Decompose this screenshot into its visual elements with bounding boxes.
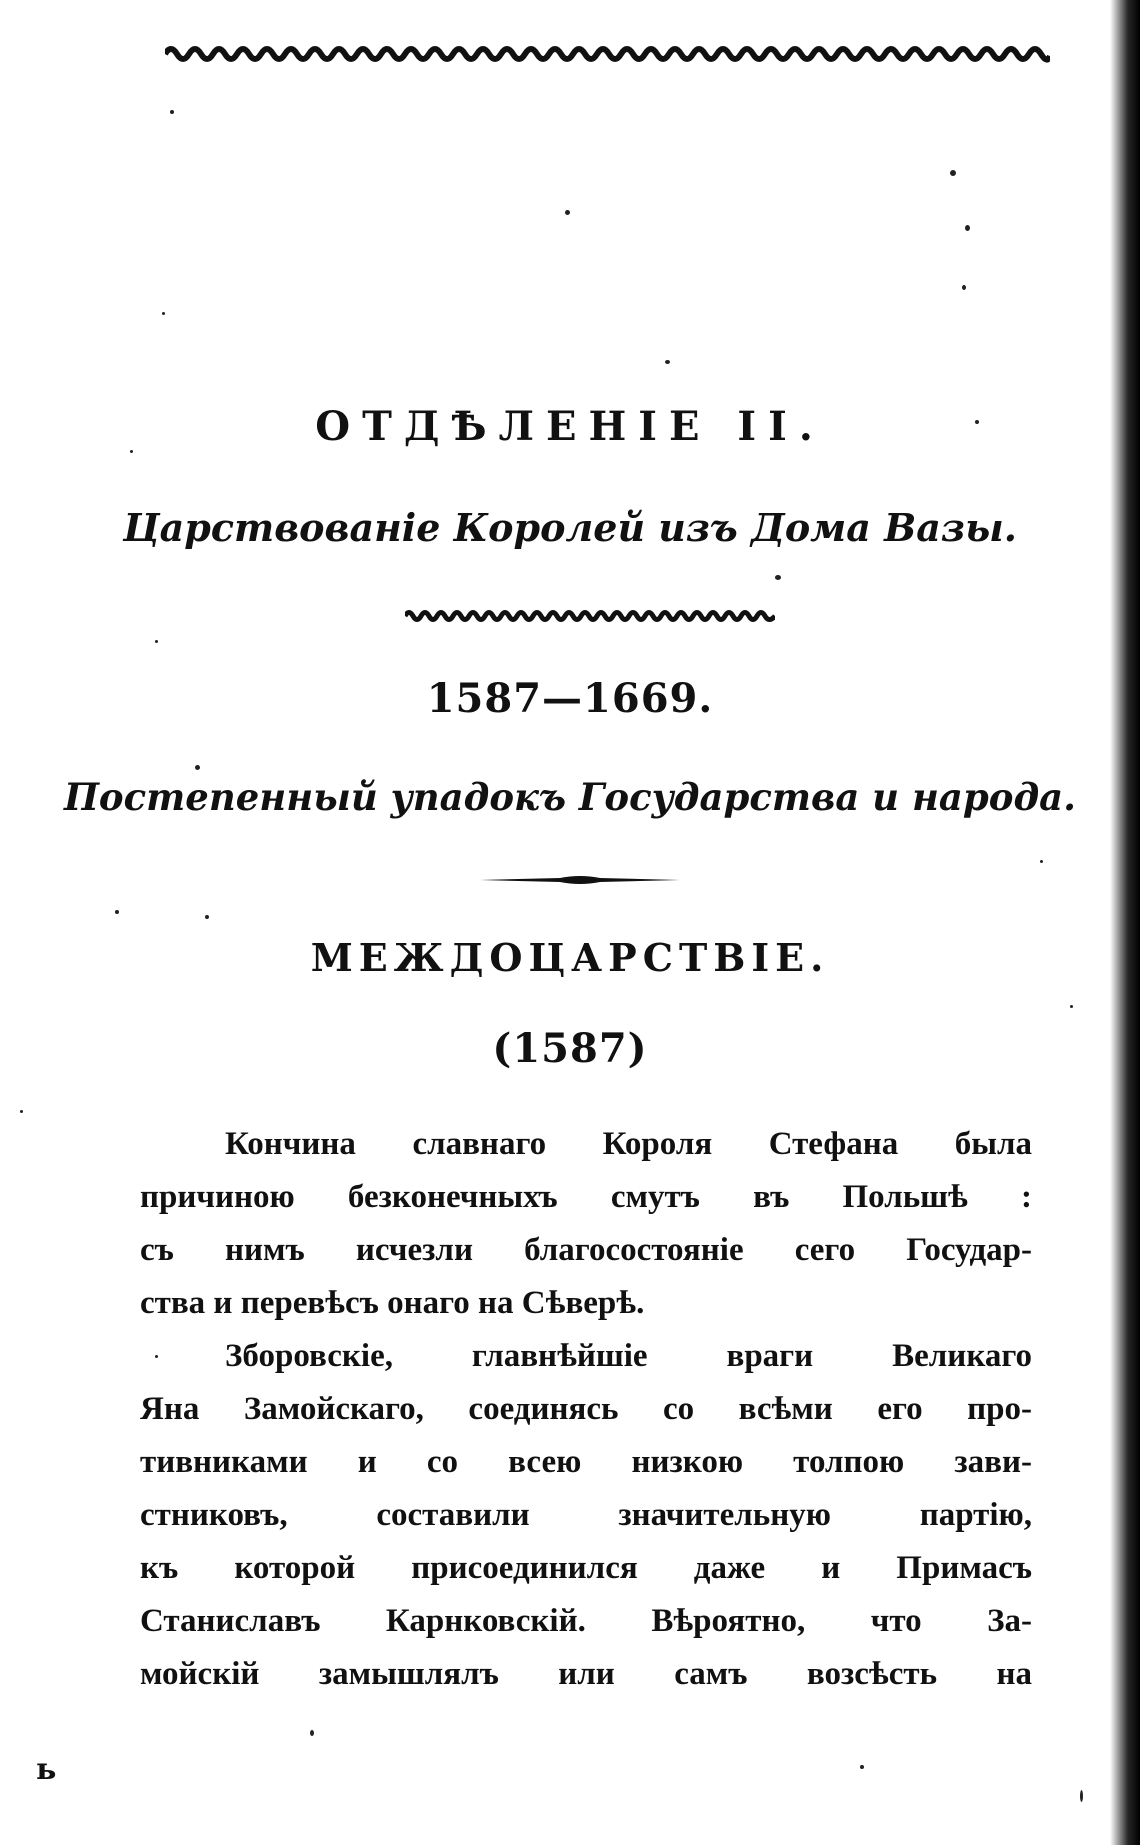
text-line: мойскій замышлялъ или самъ возсѣсть на — [140, 1656, 1032, 1692]
scan-edge-shadow — [1110, 0, 1140, 1845]
text-line: причиною безконечныхъ смутъ въ Польшѣ : — [140, 1179, 1032, 1215]
paragraph-2 — [140, 1330, 1032, 1701]
top-ornamental-rule — [165, 40, 1050, 74]
scan-speck — [1040, 860, 1043, 863]
scan-speck — [950, 170, 956, 176]
scan-speck — [115, 910, 119, 914]
scan-speck — [162, 312, 165, 315]
text-line: Зборовскіе, главнѣйшіе враги Великаго — [225, 1338, 1032, 1374]
scan-speck — [205, 915, 209, 919]
scan-speck — [155, 1355, 158, 1358]
scan-speck — [775, 575, 781, 580]
scan-speck — [1080, 1790, 1083, 1802]
text-line: Яна Замойскаго, соединясь со всѣми его про- — [140, 1391, 1032, 1427]
paragraph-1 — [140, 1118, 1032, 1330]
scan-speck — [1070, 1005, 1073, 1008]
scan-speck — [170, 110, 174, 114]
scan-speck — [565, 210, 570, 215]
scan-speck — [965, 225, 970, 231]
interregnum-year: (1587) — [492, 1025, 648, 1072]
scan-speck — [155, 640, 158, 643]
scan-speck — [20, 1110, 23, 1113]
corner-mark: ь — [36, 1752, 57, 1787]
text-line: тивниками и со всею низкою толпою зави- — [140, 1444, 1032, 1480]
scan-speck — [130, 450, 133, 453]
decline-subtitle: Постепенный упадокъ Государства и народа. — [63, 775, 1077, 819]
scan-speck — [860, 1765, 864, 1769]
reign-subtitle: Царствованіе Королей изъ Дома Вазы. — [122, 505, 1018, 550]
interregnum-heading: МЕЖДОЦАРСТВІЕ. — [310, 935, 830, 980]
text-line: ства и перевѣсъ онаго на Сѣверѣ. — [140, 1285, 645, 1321]
text-line: Станиславъ Карнковскій. Вѣроятно, что За- — [140, 1603, 1032, 1639]
scan-speck — [962, 285, 966, 290]
swell-rule — [480, 872, 680, 888]
text-line: Кончина славнаго Короля Стефана была — [225, 1126, 1032, 1162]
text-line: къ которой присоединился даже и Примасъ — [140, 1550, 1032, 1586]
text-line: съ нимъ исчезли благосостояніе сего Государ- — [140, 1232, 1032, 1268]
scan-speck — [665, 360, 670, 364]
scan-speck — [310, 1730, 314, 1736]
scan-speck — [195, 765, 200, 770]
scan-speck — [975, 420, 979, 424]
ornamental-divider — [405, 605, 775, 627]
section-title: ОТДѢЛЕНІЕ II. — [315, 403, 825, 450]
body-text — [140, 1118, 1032, 1701]
text-line: стниковъ, составили значительную партію, — [140, 1497, 1032, 1533]
years-range: 1587—1669. — [426, 675, 714, 722]
